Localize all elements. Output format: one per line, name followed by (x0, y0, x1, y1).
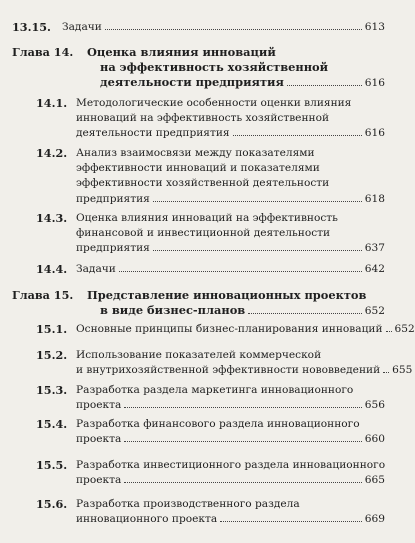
toc-entry-title (76, 417, 385, 447)
toc-entry-title (76, 458, 385, 488)
toc-entry-title (87, 288, 385, 319)
toc-page-number: 642 (364, 263, 385, 275)
toc-entry-number: 15.6. (36, 497, 68, 511)
toc-page-number: 656 (364, 399, 385, 412)
toc-entry-title (76, 497, 385, 527)
toc-title-line: эффективности хозяйственной деятельности (76, 177, 330, 190)
toc-entry-title (62, 20, 385, 35)
toc-title-line: и внутрихозяйственной эффективности нововведений (76, 364, 381, 377)
toc-page-number: 618 (364, 192, 385, 205)
toc-page-number: 652 (394, 323, 415, 335)
toc-title-line: Разработка раздела маркетинга инновационного (76, 384, 354, 396)
toc-title-line: Представление инновационных проектов (87, 288, 367, 302)
dot-leader (153, 250, 362, 251)
toc-entry-title (76, 146, 385, 207)
toc-page-number: 616 (364, 127, 385, 140)
toc-page-number: 655 (392, 364, 413, 377)
toc-title-line: Оценка влияния инноваций (87, 45, 276, 59)
toc-entry-number: 15.4. (36, 417, 68, 431)
toc-title-line: эффективности инноваций и показателями (76, 162, 320, 175)
toc-title-line: деятельности предприятия (100, 75, 284, 89)
toc-title-line: Методологические особенности оценки влияния (76, 97, 352, 109)
toc-title-line: Разработка финансового раздела инновационного (76, 418, 360, 430)
toc-entry-title (76, 348, 413, 378)
toc-title-line: Оценка влияния инноваций на эффективность (76, 212, 338, 224)
toc-entry-number: 13.15. (12, 20, 51, 34)
dot-leader (124, 482, 361, 483)
toc-entry-number: 15.1. (36, 322, 68, 336)
toc-page-number: 613 (364, 21, 385, 33)
toc-entry-number: 14.4. (36, 262, 68, 276)
toc-page-number: 669 (364, 513, 385, 526)
dot-leader (105, 29, 362, 30)
toc-title-line: предприятия (76, 242, 150, 255)
toc-title-line: на эффективность хозяйственной (100, 60, 329, 74)
dot-leader (153, 201, 362, 202)
toc-title-line: проекта (76, 474, 122, 487)
toc-entry-title (76, 211, 385, 257)
toc-title-line: проекта (76, 399, 122, 412)
dot-leader (386, 331, 392, 332)
dot-leader (119, 271, 362, 272)
toc-title-line: Задачи (62, 21, 102, 33)
toc-title-line: Использование показателей коммерческой (76, 349, 322, 361)
dot-leader (248, 313, 362, 314)
toc-title-line: в виде бизнес-планов (100, 303, 246, 317)
toc-title-line: Анализ взаимосвязи между показателями (76, 147, 315, 159)
dot-leader (287, 85, 362, 86)
dot-leader (383, 372, 389, 373)
toc-entry-title (76, 262, 385, 277)
toc-title-line: инновационного проекта (76, 513, 218, 526)
toc-title-line: инноваций на эффективность хозяйственной (76, 112, 330, 125)
toc-title-line: предприятия (76, 192, 150, 205)
toc-title-line: Задачи (76, 263, 116, 275)
toc-title-line: Разработка производственного раздела (76, 498, 300, 510)
dot-leader (124, 441, 361, 442)
toc-entry-title (76, 383, 385, 413)
dot-leader (233, 135, 362, 136)
toc-title-line: проекта (76, 433, 122, 446)
toc-entry-number: 14.1. (36, 96, 68, 110)
toc-entry-number: 14.3. (36, 211, 68, 225)
toc-entry-number: 15.2. (36, 348, 68, 362)
toc-page-number: 665 (364, 474, 385, 487)
toc-title-line: деятельности предприятия (76, 127, 230, 140)
dot-leader (220, 521, 362, 522)
toc-page-number: 660 (364, 433, 385, 446)
toc-page-number: 652 (364, 305, 385, 317)
toc-entry-number: 15.5. (36, 458, 68, 472)
toc-entry-title (76, 322, 415, 337)
toc-page-number: 637 (364, 242, 385, 255)
toc-title-line: Разработка инвестиционного раздела инновационного (76, 459, 386, 471)
toc-page-number: 616 (364, 77, 385, 89)
dot-leader (124, 407, 361, 408)
toc-entry-number: Глава 14. (12, 45, 74, 59)
toc-title-line: Основные принципы бизнес-планирования инноваций (76, 323, 383, 335)
toc-entry-title (76, 96, 385, 142)
toc-entry-number: 15.3. (36, 383, 68, 397)
toc-entry-title (87, 45, 385, 91)
toc-title-line: финансовой и инвестиционной деятельности (76, 227, 331, 240)
toc-entry-number: 14.2. (36, 146, 68, 160)
toc-entry-number: Глава 15. (12, 288, 74, 302)
